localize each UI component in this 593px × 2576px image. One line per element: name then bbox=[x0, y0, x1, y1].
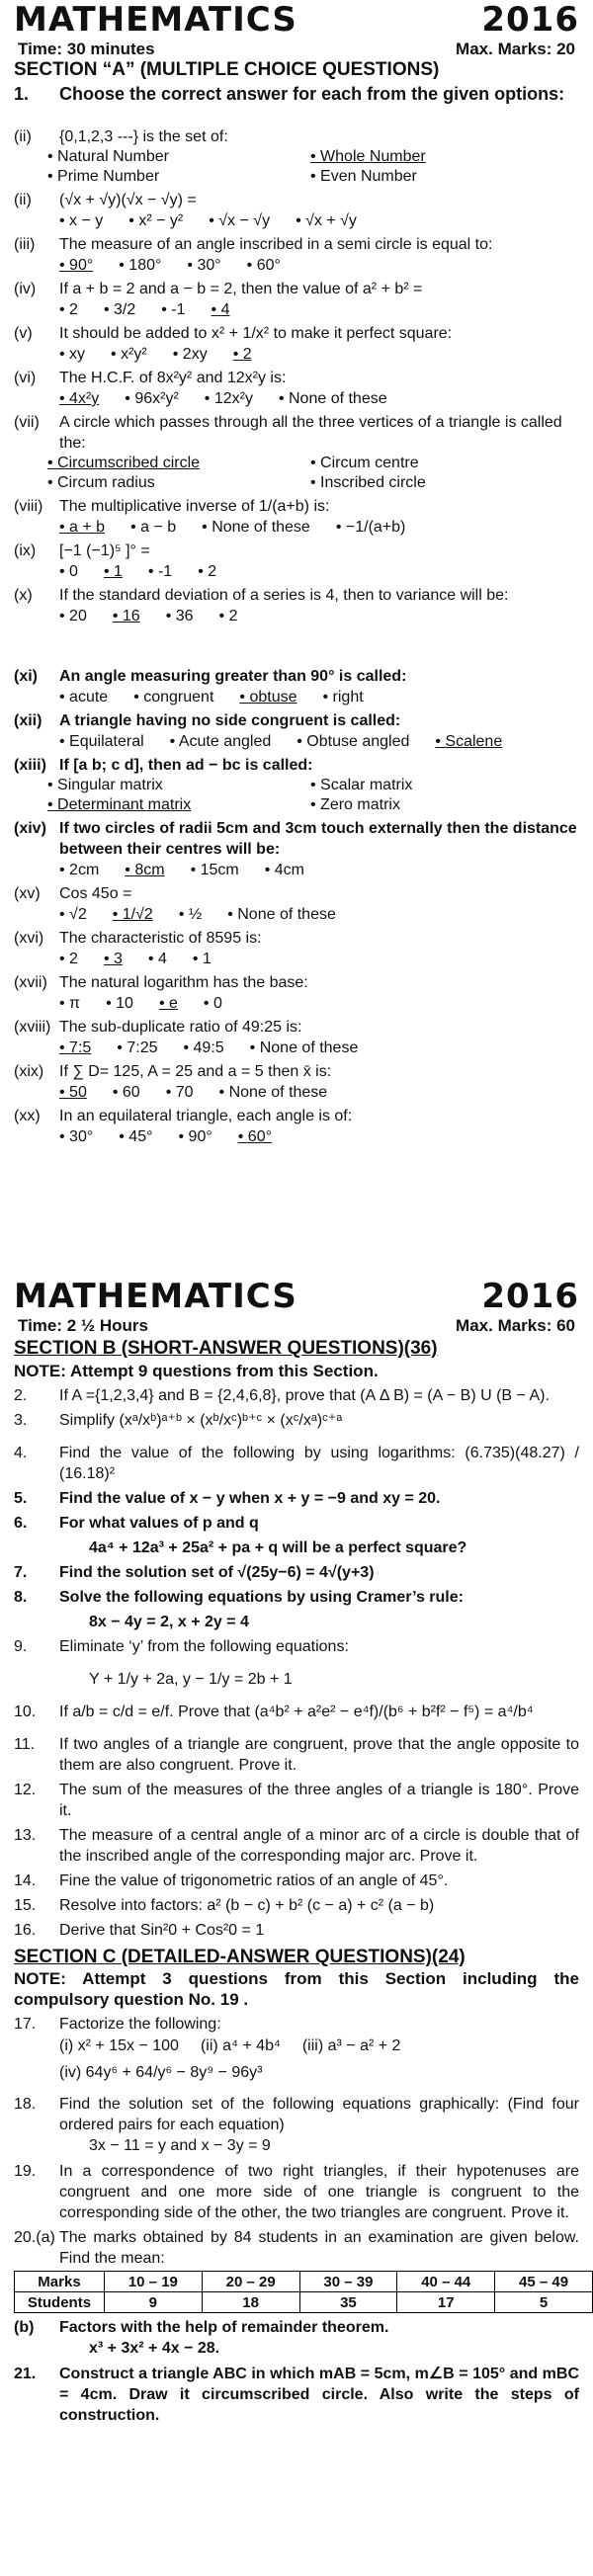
mcq-option[interactable]: • 4 bbox=[212, 299, 230, 320]
short-question-number: 7. bbox=[14, 1564, 28, 1581]
mcq-option[interactable]: • 0 bbox=[59, 561, 78, 582]
marks-table-cell: 17 bbox=[397, 2292, 495, 2313]
short-question-text: Fine the value of trigonometric ratios of an angle of 45°. bbox=[59, 1872, 449, 1889]
time-marks bbox=[0, 40, 593, 59]
mcq-number: (x) bbox=[14, 587, 33, 604]
mcq-options bbox=[0, 1038, 593, 1058]
marks-table-cell: 9 bbox=[104, 2292, 202, 2313]
short-question-text: If two angles of a triangle are congruent, prove that the angle opposite to them are also congruent. Prove it. bbox=[59, 1736, 579, 1774]
mcq-option[interactable]: • Equilateral bbox=[59, 731, 144, 752]
mcq-number: (ii) bbox=[14, 128, 32, 145]
mcq-option[interactable]: • 2cm bbox=[59, 860, 99, 880]
q17: 17. Factorize the following: bbox=[14, 2016, 221, 2033]
section-b-note: NOTE: Attempt 9 questions from this Section. bbox=[14, 1362, 379, 1380]
paper-year: 2016 bbox=[481, 0, 579, 40]
short-question-text: 4a⁴ + 12a³ + 25a² + pa + q will be a perfect square? bbox=[89, 1539, 467, 1556]
paper-header-2 bbox=[0, 1277, 593, 1316]
mcq-question: A triangle having no side congruent is called: bbox=[59, 712, 401, 729]
mcq-question: The measure of an angle inscribed in a semi circle is equal to: bbox=[59, 236, 493, 253]
mcq-option[interactable]: • 36 bbox=[166, 606, 194, 626]
mcq-option[interactable]: • a − b bbox=[130, 517, 176, 538]
mcq-option[interactable]: • Scalar matrix bbox=[310, 776, 573, 795]
mcq-option[interactable]: • √x + √y bbox=[296, 210, 357, 231]
short-question-number: 12. bbox=[14, 1782, 37, 1798]
short-question bbox=[0, 1780, 593, 1821]
mcq-item bbox=[0, 234, 593, 276]
mcq-number: (xiv) bbox=[14, 820, 46, 837]
short-question-number: 11. bbox=[14, 1736, 36, 1753]
mcq-options bbox=[0, 561, 593, 582]
mcq-item bbox=[0, 126, 593, 187]
mcq-options bbox=[0, 731, 593, 752]
mcq-item bbox=[0, 818, 593, 880]
mcq-option[interactable]: • 3/2 bbox=[104, 299, 135, 320]
mcq-option[interactable]: • 90° bbox=[59, 255, 93, 276]
mcq-options bbox=[0, 606, 593, 626]
mcq-option[interactable]: • 1 bbox=[193, 949, 212, 969]
q17-part-iii: (iii) a³ − a² + 2 bbox=[301, 2037, 401, 2054]
mcq-option[interactable]: • x − y bbox=[59, 210, 103, 231]
q21: 21. Construct a triangle ABC in which mAB = 5cm, m∠B = 105° and mBC = 4cm. Draw it circumscribed circle. Also write the steps of construction. bbox=[14, 2366, 579, 2424]
short-question-text: Resolve into factors: a² (b − c) + b² (c − a) + c² (a − b) bbox=[59, 1897, 435, 1914]
mcq-options bbox=[0, 860, 593, 880]
mcq-option[interactable]: • 7:25 bbox=[117, 1038, 157, 1058]
mcq-question: If the standard deviation of a series is 4, then to variance will be: bbox=[59, 587, 509, 604]
mcq-number: (xi) bbox=[14, 668, 38, 685]
mcq-option[interactable]: • None of these bbox=[279, 388, 387, 409]
mcq-option[interactable]: • 30° bbox=[187, 255, 220, 276]
mcq-options bbox=[0, 993, 593, 1014]
mcq-question: {0,1,2,3 ---} is the set of: bbox=[59, 128, 228, 145]
mcq-option[interactable]: • Scalene bbox=[435, 731, 502, 752]
short-question-text: Solve the following equations by using Cramer’s rule: bbox=[59, 1589, 464, 1606]
mcq-option[interactable]: • x²y² bbox=[111, 344, 147, 365]
mcq-item bbox=[0, 1061, 593, 1103]
mcq-number: (ix) bbox=[14, 542, 37, 559]
mcq-item bbox=[0, 928, 593, 969]
mcq-number: (xvii) bbox=[14, 974, 47, 991]
mcq-option[interactable]: • x² − y² bbox=[128, 210, 183, 231]
mcq-option[interactable]: • -1 bbox=[161, 299, 185, 320]
mcq-item bbox=[0, 496, 593, 538]
mcq-item bbox=[0, 666, 593, 707]
mcq-option[interactable]: • 2 bbox=[59, 299, 78, 320]
section-b-questions bbox=[0, 1385, 593, 1941]
short-question-text: Eliminate ‘y’ from the following equations: bbox=[59, 1638, 349, 1655]
mcq-option[interactable]: • 2 bbox=[198, 561, 216, 582]
mcq-options bbox=[0, 687, 593, 707]
mcq-option[interactable]: • None of these bbox=[227, 904, 336, 925]
time-marks-2 bbox=[0, 1316, 593, 1336]
mcq-question: The multiplicative inverse of 1/(a+b) is: bbox=[59, 498, 330, 515]
mcq-options bbox=[0, 255, 593, 276]
max-marks-label-2: Max. Marks: 60 bbox=[456, 1316, 575, 1335]
mcq-options bbox=[0, 949, 593, 969]
mcq-item bbox=[0, 972, 593, 1014]
short-question-text: Simplify (xᵃ/xᵇ)ᵃ⁺ᵇ × (xᵇ/xᶜ)ᵇ⁺ᶜ × (xᶜ/xᵃ)ᶜ⁺ᵃ bbox=[59, 1412, 343, 1429]
mcq-option[interactable]: • Natural Number bbox=[47, 147, 310, 167]
mcq-question: It should be added to x² + 1/x² to make it perfect square: bbox=[59, 325, 453, 342]
short-question-number: 9. bbox=[14, 1638, 28, 1655]
short-question-text: The measure of a central angle of a minor arc of a circle is double that of the inscribed angle of the corresponding major arc. Prove it. bbox=[59, 1827, 579, 1865]
q20a: 20.(a) The marks obtained by 84 students in an examination are given below. Find the mean: bbox=[14, 2229, 579, 2267]
mcq-number: (xviii) bbox=[14, 1019, 51, 1036]
q17-part-ii: (ii) a⁴ + 4b⁴ bbox=[200, 2037, 281, 2054]
mcq-item bbox=[0, 1017, 593, 1058]
mcq-option[interactable]: • 15cm bbox=[191, 860, 239, 880]
q20b-expression: x³ + 3x² + 4x − 28. bbox=[89, 2340, 220, 2357]
section-c-note: NOTE: Attempt 3 questions from this Section including the compulsory question No. 19 . bbox=[14, 1969, 579, 2009]
mcq-option[interactable]: • Singular matrix bbox=[47, 776, 310, 795]
mcq-option[interactable]: • 49:5 bbox=[183, 1038, 223, 1058]
mcq-option[interactable]: • 70 bbox=[166, 1082, 194, 1103]
short-question bbox=[0, 1537, 593, 1558]
mcq-list bbox=[0, 126, 593, 1150]
short-question-text: The sum of the measures of the three angles of a triangle is 180°. Prove it. bbox=[59, 1782, 579, 1819]
mcq-option[interactable]: • 2 bbox=[219, 606, 238, 626]
mcq-options bbox=[0, 1082, 593, 1103]
short-question bbox=[0, 1669, 593, 1690]
mcq-option[interactable]: • acute bbox=[59, 687, 108, 707]
mcq-question: (√x + √y)(√x − √y) = bbox=[59, 192, 197, 208]
marks-table-header-cell: 40 – 44 bbox=[397, 2272, 495, 2292]
mcq-item bbox=[0, 540, 593, 582]
short-question-text: Find the solution set of √(25y−6) = 4√(y+3) bbox=[59, 1564, 375, 1581]
mcq-option[interactable]: • Circumscribed circle bbox=[47, 454, 310, 473]
mcq-options bbox=[0, 1126, 593, 1147]
short-question-number: 2. bbox=[14, 1387, 28, 1404]
q17-part-iv: (iv) 64y⁶ + 64/y⁶ − 8y⁹ − 96y³ bbox=[59, 2064, 263, 2081]
mcq-question: If two circles of radii 5cm and 3cm touch externally then the distance between their centres will be: bbox=[59, 820, 577, 858]
short-question-number: 4. bbox=[14, 1445, 28, 1461]
mcq-question: In an equilateral triangle, each angle is of: bbox=[59, 1108, 353, 1124]
short-question-number: 15. bbox=[14, 1897, 37, 1914]
mcq-option[interactable]: • 30° bbox=[59, 1126, 93, 1147]
short-question bbox=[0, 1702, 593, 1722]
mcq-option[interactable]: • √2 bbox=[59, 904, 87, 925]
mcq-option[interactable]: • Circum radius bbox=[47, 473, 310, 493]
short-question-number: 3. bbox=[14, 1412, 28, 1429]
short-question bbox=[0, 1513, 593, 1534]
mcq-number: (iv) bbox=[14, 281, 37, 297]
marks-table-header-cell: 45 – 49 bbox=[495, 2272, 593, 2292]
mcq-item bbox=[0, 710, 593, 752]
short-question-text: Derive that Sin²0 + Cos²0 = 1 bbox=[59, 1922, 265, 1939]
marks-table-cell: Students bbox=[15, 2292, 105, 2313]
mcq-number: (xx) bbox=[14, 1108, 41, 1124]
mcq-option[interactable]: • e bbox=[159, 993, 178, 1014]
mcq-item bbox=[0, 585, 593, 626]
mcq-option[interactable]: • 3 bbox=[104, 949, 123, 969]
mcq-number: (vii) bbox=[14, 414, 40, 431]
mcq-option[interactable]: • 2 bbox=[233, 344, 252, 365]
section-b-heading: SECTION B (SHORT-ANSWER QUESTIONS)(36) bbox=[14, 1338, 438, 1359]
mcq-option[interactable]: • None of these bbox=[219, 1082, 328, 1103]
section-c-heading: SECTION C (DETAILED-ANSWER QUESTIONS)(24) bbox=[14, 1947, 466, 1967]
mcq-question: If a + b = 2 and a − b = 2, then the value of a² + b² = bbox=[59, 281, 423, 297]
mcq-option[interactable]: • 4cm bbox=[265, 860, 304, 880]
mcq-option[interactable]: • 12x²y bbox=[205, 388, 253, 409]
mcq-item bbox=[0, 755, 593, 815]
mcq-option[interactable]: • 0 bbox=[204, 993, 222, 1014]
short-question-number: 5. bbox=[14, 1490, 28, 1507]
mcq-option[interactable]: • Even Number bbox=[310, 167, 573, 187]
short-question-text: If A ={1,2,3,4} and B = {2,4,6,8}, prove that (A Δ B) = (A − B) U (B − A). bbox=[59, 1387, 550, 1404]
marks-table bbox=[14, 2271, 593, 2313]
marks-table-row bbox=[15, 2292, 593, 2313]
mcq-option[interactable]: • 96x²y² bbox=[125, 388, 179, 409]
mcq-option[interactable]: • 2 bbox=[59, 949, 78, 969]
short-question-text: Find the value of the following by using logarithms: (6.735)(48.27) / (16.18)² bbox=[59, 1445, 579, 1482]
short-question-number: 10. bbox=[14, 1703, 37, 1720]
mcq-question: Cos 45o = bbox=[59, 885, 132, 902]
time-label-2: Time: 2 ½ Hours bbox=[18, 1316, 148, 1335]
short-question-number: 6. bbox=[14, 1515, 28, 1532]
mcq-option[interactable]: • 1/√2 bbox=[113, 904, 153, 925]
short-question-text: If a/b = c/d = e/f. Prove that (a⁴b² + a²e² − e⁴f)/(b⁶ + b²f² − f⁵) = a⁴/b⁴ bbox=[59, 1703, 534, 1720]
marks-table-header-cell: 10 – 19 bbox=[104, 2272, 202, 2292]
mcq-question: The characteristic of 8595 is: bbox=[59, 930, 262, 947]
mcq-question: If [a b; c d], then ad − bc is called: bbox=[59, 757, 313, 774]
short-question bbox=[0, 1562, 593, 1583]
mcq-number: (v) bbox=[14, 325, 33, 342]
mcq-number: (ii) bbox=[14, 192, 32, 208]
mcq-option[interactable]: • obtuse bbox=[239, 687, 296, 707]
mcq-option[interactable]: • 50 bbox=[59, 1082, 87, 1103]
paper-year-2: 2016 bbox=[481, 1277, 579, 1316]
q20b: (b) Factors with the help of remainder theorem. bbox=[14, 2319, 389, 2336]
mcq-option[interactable]: • π bbox=[59, 993, 80, 1014]
mcq-options bbox=[0, 517, 593, 538]
mcq-question: If ∑ D= 125, A = 25 and a = 5 then x̄ is: bbox=[59, 1063, 332, 1080]
mcq-number: (xv) bbox=[14, 885, 41, 902]
short-question bbox=[0, 1443, 593, 1484]
mcq-number: (viii) bbox=[14, 498, 43, 515]
mcq-options bbox=[0, 904, 593, 925]
marks-table-cell: 18 bbox=[202, 2292, 299, 2313]
mcq-option[interactable]: • 20 bbox=[59, 606, 87, 626]
marks-table-cell: 5 bbox=[495, 2292, 593, 2313]
short-question bbox=[0, 1587, 593, 1608]
mcq-option[interactable]: • 1 bbox=[104, 561, 123, 582]
mcq-option[interactable]: • Whole Number bbox=[310, 147, 573, 167]
mcq-option[interactable]: • None of these bbox=[250, 1038, 359, 1058]
paper-header bbox=[0, 0, 593, 40]
section-a-heading: SECTION “A” (MULTIPLE CHOICE QUESTIONS) bbox=[14, 59, 440, 80]
short-question-text: Find the value of x − y when x + y = −9 and xy = 20. bbox=[59, 1490, 441, 1507]
mcq-option[interactable]: • 4 bbox=[148, 949, 167, 969]
mcq-option[interactable]: • right bbox=[323, 687, 364, 707]
paper-title: MATHEMATICS bbox=[14, 0, 297, 40]
mcq-option[interactable]: • congruent bbox=[133, 687, 213, 707]
mcq-option[interactable]: • 180° bbox=[119, 255, 161, 276]
mcq-item bbox=[0, 1106, 593, 1147]
part2 bbox=[0, 1277, 593, 2426]
mcq-option[interactable]: • -1 bbox=[148, 561, 172, 582]
short-question bbox=[0, 1734, 593, 1776]
q17-part-i: (i) x² + 15x − 100 bbox=[59, 2037, 179, 2054]
mcq-option[interactable]: • Acute angled bbox=[170, 731, 272, 752]
mcq-item bbox=[0, 368, 593, 409]
q17-parts-row1 bbox=[0, 2035, 593, 2058]
mcq-options bbox=[0, 388, 593, 409]
mcq-options bbox=[0, 344, 593, 365]
mcq-item bbox=[0, 190, 593, 231]
short-question bbox=[0, 1612, 593, 1632]
mcq-option[interactable]: • 4x²y bbox=[59, 388, 99, 409]
mcq-options bbox=[0, 776, 593, 815]
mcq-option[interactable]: • 60 bbox=[113, 1082, 140, 1103]
marks-table-header-cell: Marks bbox=[15, 2272, 105, 2292]
mcq-number: (xiii) bbox=[14, 757, 46, 774]
short-question-text: Y + 1/y + 2a, y − 1/y = 2b + 1 bbox=[89, 1671, 293, 1688]
short-question bbox=[0, 1488, 593, 1509]
q1-instruction: 1. Choose the correct answer for each from the given options: bbox=[14, 84, 565, 104]
mcq-number: (iii) bbox=[14, 236, 36, 253]
mcq-option[interactable]: • 2xy bbox=[173, 344, 208, 365]
mcq-option[interactable]: • Circum centre bbox=[310, 454, 573, 473]
short-question bbox=[0, 1636, 593, 1657]
short-question-text: 8x − 4y = 2, x + 2y = 4 bbox=[89, 1614, 249, 1630]
mcq-item bbox=[0, 412, 593, 493]
short-question bbox=[0, 1410, 593, 1431]
mcq-option[interactable]: • 45° bbox=[119, 1126, 152, 1147]
mcq-option[interactable]: • 60° bbox=[247, 255, 281, 276]
short-question-number: 8. bbox=[14, 1589, 28, 1606]
short-question bbox=[0, 1825, 593, 1867]
mcq-options bbox=[0, 147, 593, 187]
short-question-text: For what values of p and q bbox=[59, 1515, 259, 1532]
mcq-question: A circle which passes through all the three vertices of a triangle is called the: bbox=[59, 414, 562, 452]
q19: 19. In a correspondence of two right triangles, if their hypotenuses are congruent and one more side of one triangle is congruent to the corresponding side of the other, the two triangles are congruent. Prove it. bbox=[14, 2163, 579, 2221]
mcq-option[interactable]: • −1/(a+b) bbox=[336, 517, 406, 538]
mcq-number: (vi) bbox=[14, 370, 37, 386]
q18: 18. Find the solution set of the following equations graphically: (Find four ordered pairs for each equation) bbox=[14, 2096, 579, 2133]
mcq-question: The sub-duplicate ratio of 49:25 is: bbox=[59, 1019, 302, 1036]
marks-table-cell: 35 bbox=[299, 2292, 397, 2313]
mcq-question: The natural logarithm has the base: bbox=[59, 974, 308, 991]
max-marks-label: Max. Marks: 20 bbox=[456, 40, 575, 58]
mcq-options bbox=[0, 454, 593, 493]
mcq-option[interactable]: • Zero matrix bbox=[310, 795, 573, 815]
mcq-option[interactable]: • 16 bbox=[113, 606, 140, 626]
short-question bbox=[0, 1385, 593, 1406]
paper-title-2: MATHEMATICS bbox=[14, 1277, 297, 1316]
mcq-option[interactable]: • √x − √y bbox=[209, 210, 270, 231]
short-question-number: 13. bbox=[14, 1827, 37, 1844]
marks-table-header-cell: 20 – 29 bbox=[202, 2272, 299, 2292]
mcq-options bbox=[0, 299, 593, 320]
marks-table-header-cell: 30 – 39 bbox=[299, 2272, 397, 2292]
mcq-number: (xix) bbox=[14, 1063, 44, 1080]
mcq-question: [−1 (−1)⁵ ]° = bbox=[59, 542, 150, 559]
mcq-question: The H.C.F. of 8x²y² and 12x²y is: bbox=[59, 370, 287, 386]
mcq-option[interactable]: • None of these bbox=[202, 517, 310, 538]
mcq-option[interactable]: • 10 bbox=[106, 993, 133, 1014]
short-question-number: 16. bbox=[14, 1922, 37, 1939]
mcq-option[interactable]: • ½ bbox=[179, 904, 202, 925]
mcq-option[interactable]: • Determinant matrix bbox=[47, 795, 310, 815]
mcq-item bbox=[0, 883, 593, 925]
mcq-option[interactable]: • 7:5 bbox=[59, 1038, 91, 1058]
mcq-number: (xii) bbox=[14, 712, 42, 729]
mcq-option[interactable]: • 90° bbox=[179, 1126, 212, 1147]
mcq-option[interactable]: • 8cm bbox=[125, 860, 164, 880]
mcq-options bbox=[0, 210, 593, 231]
q18-equations: 3x − 11 = y and x − 3y = 9 bbox=[89, 2137, 271, 2154]
mcq-question: An angle measuring greater than 90° is called: bbox=[59, 668, 407, 685]
mcq-option[interactable]: • Inscribed circle bbox=[310, 473, 573, 493]
short-question bbox=[0, 1895, 593, 1916]
mcq-option[interactable]: • Obtuse angled bbox=[296, 731, 409, 752]
mcq-option[interactable]: • xy bbox=[59, 344, 85, 365]
mcq-option[interactable]: • 60° bbox=[238, 1126, 272, 1147]
short-question bbox=[0, 1870, 593, 1891]
mcq-option[interactable]: • Prime Number bbox=[47, 167, 310, 187]
short-question bbox=[0, 1920, 593, 1941]
marks-table-header bbox=[15, 2272, 593, 2292]
mcq-item bbox=[0, 323, 593, 365]
mcq-option[interactable]: • a + b bbox=[59, 517, 105, 538]
mcq-item bbox=[0, 279, 593, 320]
time-label: Time: 30 minutes bbox=[18, 40, 155, 58]
mcq-number: (xvi) bbox=[14, 930, 44, 947]
short-question-number: 14. bbox=[14, 1872, 37, 1889]
